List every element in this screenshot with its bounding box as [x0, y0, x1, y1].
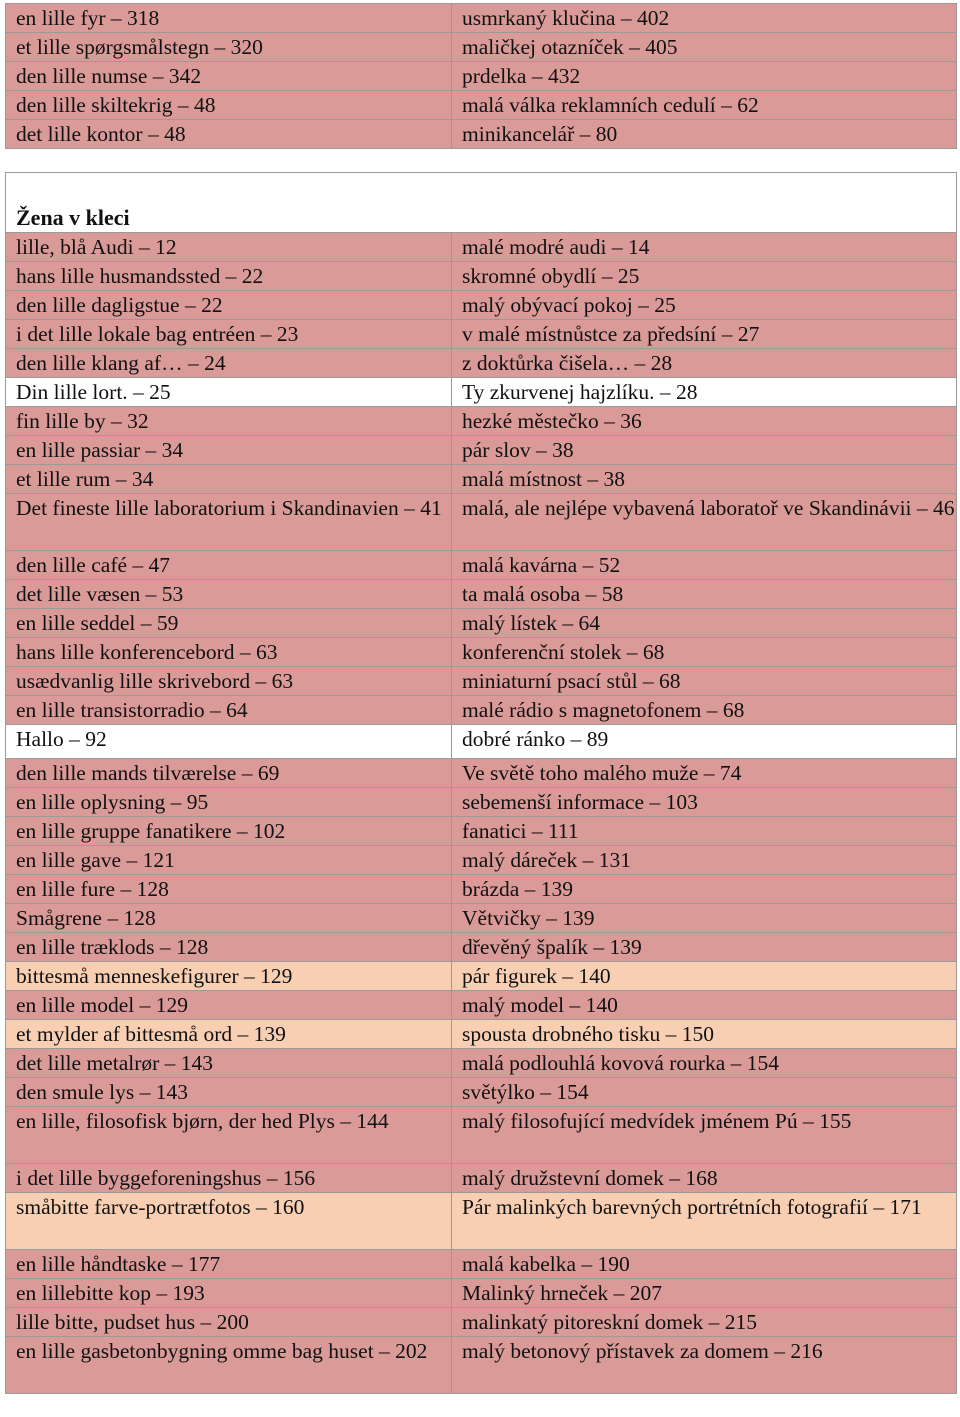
- czech-phrase-cell: malý obývací pokoj – 25: [452, 291, 957, 320]
- table-row: [6, 875, 957, 904]
- danish-phrase-cell: Hallo – 92: [6, 725, 452, 759]
- danish-phrase-cell: usædvanlig lille skrivebord – 63: [6, 667, 452, 696]
- czech-phrase-cell: malá kabelka – 190: [452, 1250, 957, 1279]
- danish-phrase-cell: hans lille konferencebord – 63: [6, 638, 452, 667]
- table-top: [5, 3, 957, 149]
- czech-phrase-cell: konferenční stolek – 68: [452, 638, 957, 667]
- table-main-body: [6, 173, 957, 1394]
- danish-phrase-cell: et lille spørgsmålstegn – 320: [6, 33, 452, 62]
- czech-phrase-cell: Pár malinkých barevných portrétních fotografií – 171: [452, 1193, 957, 1250]
- table-row: [6, 1337, 957, 1394]
- danish-phrase-cell: en lille gave – 121: [6, 846, 452, 875]
- czech-phrase-cell: dřevěný špalík – 139: [452, 933, 957, 962]
- danish-phrase-cell: en lille model – 129: [6, 991, 452, 1020]
- czech-phrase-cell: malý betonový přístavek za domem – 216: [452, 1337, 957, 1394]
- czech-phrase-cell: malý lístek – 64: [452, 609, 957, 638]
- table-row: [6, 667, 957, 696]
- danish-phrase-cell: den lille skiltekrig – 48: [6, 91, 452, 120]
- danish-phrase-cell: fin lille by – 32: [6, 407, 452, 436]
- danish-phrase-cell: en lille passiar – 34: [6, 436, 452, 465]
- danish-phrase-cell: en lille håndtaske – 177: [6, 1250, 452, 1279]
- czech-phrase-cell: fanatici – 111: [452, 817, 957, 846]
- czech-phrase-cell: spousta drobného tisku – 150: [452, 1020, 957, 1049]
- table-row: [6, 407, 957, 436]
- czech-phrase-cell: z doktůrka čišela… – 28: [452, 349, 957, 378]
- czech-phrase-cell: malá místnost – 38: [452, 465, 957, 494]
- czech-phrase-cell: světýlko – 154: [452, 1078, 957, 1107]
- table-row: [6, 1107, 957, 1164]
- danish-phrase-cell: i det lille lokale bag entréen – 23: [6, 320, 452, 349]
- table-row: [6, 725, 957, 759]
- table-row: [6, 120, 957, 149]
- czech-phrase-cell: Ty zkurvenej hajzlíku. – 28: [452, 378, 957, 407]
- section-title: Žena v kleci: [6, 173, 957, 233]
- czech-phrase-cell: malá kavárna – 52: [452, 551, 957, 580]
- danish-phrase-cell: en lille transistorradio – 64: [6, 696, 452, 725]
- czech-phrase-cell: sebemenší informace – 103: [452, 788, 957, 817]
- table-row: [6, 991, 957, 1020]
- table-top-body: [6, 4, 957, 149]
- danish-phrase-cell: i det lille byggeforeningshus – 156: [6, 1164, 452, 1193]
- danish-phrase-cell: den smule lys – 143: [6, 1078, 452, 1107]
- table-row: [6, 262, 957, 291]
- table-row: [6, 962, 957, 991]
- czech-phrase-cell: Větvičky – 139: [452, 904, 957, 933]
- table-row: [6, 436, 957, 465]
- table-row: [6, 1049, 957, 1078]
- czech-phrase-cell: malý model – 140: [452, 991, 957, 1020]
- czech-phrase-cell: malý družstevní domek – 168: [452, 1164, 957, 1193]
- czech-phrase-cell: pár figurek – 140: [452, 962, 957, 991]
- danish-phrase-cell: Smågrene – 128: [6, 904, 452, 933]
- czech-phrase-cell: malá, ale nejlépe vybavená laboratoř ve Skandinávii – 46: [452, 494, 957, 551]
- czech-phrase-cell: hezké městečko – 36: [452, 407, 957, 436]
- danish-phrase-cell: en lillebitte kop – 193: [6, 1279, 452, 1308]
- czech-phrase-cell: malé modré audi – 14: [452, 233, 957, 262]
- czech-phrase-cell: malý dáreček – 131: [452, 846, 957, 875]
- danish-phrase-cell: lille bitte, pudset hus – 200: [6, 1308, 452, 1337]
- danish-phrase-cell: det lille væsen – 53: [6, 580, 452, 609]
- table-row: [6, 609, 957, 638]
- czech-phrase-cell: minikancelář – 80: [452, 120, 957, 149]
- danish-phrase-cell: en lille oplysning – 95: [6, 788, 452, 817]
- table-row: [6, 1308, 957, 1337]
- table-row: [6, 62, 957, 91]
- section-title-row: [6, 173, 957, 233]
- danish-phrase-cell: et mylder af bittesmå ord – 139: [6, 1020, 452, 1049]
- table-row: [6, 933, 957, 962]
- danish-phrase-cell: bittesmå menneskefigurer – 129: [6, 962, 452, 991]
- czech-phrase-cell: ta malá osoba – 58: [452, 580, 957, 609]
- czech-phrase-cell: malá válka reklamních cedulí – 62: [452, 91, 957, 120]
- czech-phrase-cell: v malé místnůstce za předsíní – 27: [452, 320, 957, 349]
- danish-phrase-cell: den lille café – 47: [6, 551, 452, 580]
- table-row: [6, 291, 957, 320]
- table-row: [6, 4, 957, 33]
- czech-phrase-cell: maličkej otazníček – 405: [452, 33, 957, 62]
- czech-phrase-cell: miniaturní psací stůl – 68: [452, 667, 957, 696]
- danish-phrase-cell: den lille klang af… – 24: [6, 349, 452, 378]
- danish-phrase-cell: det lille kontor – 48: [6, 120, 452, 149]
- table-row: [6, 349, 957, 378]
- danish-phrase-cell: lille, blå Audi – 12: [6, 233, 452, 262]
- czech-phrase-cell: Ve světě toho malého muže – 74: [452, 759, 957, 788]
- table-row: [6, 696, 957, 725]
- danish-phrase-cell: det lille metalrør – 143: [6, 1049, 452, 1078]
- table-row: [6, 1193, 957, 1250]
- czech-phrase-cell: malá podlouhlá kovová rourka – 154: [452, 1049, 957, 1078]
- czech-phrase-cell: malinkatý pitoreskní domek – 215: [452, 1308, 957, 1337]
- danish-phrase-cell: den lille numse – 342: [6, 62, 452, 91]
- danish-phrase-cell: Det fineste lille laboratorium i Skandinavien – 41: [6, 494, 452, 551]
- danish-phrase-cell: et lille rum – 34: [6, 465, 452, 494]
- table-row: [6, 1078, 957, 1107]
- table-row: [6, 788, 957, 817]
- danish-phrase-cell: en lille fure – 128: [6, 875, 452, 904]
- table-row: [6, 846, 957, 875]
- table-row: [6, 1164, 957, 1193]
- danish-phrase-cell: en lille fyr – 318: [6, 4, 452, 33]
- table-row: [6, 551, 957, 580]
- danish-phrase-cell: en lille seddel – 59: [6, 609, 452, 638]
- table-row: [6, 233, 957, 262]
- table-row: [6, 1250, 957, 1279]
- czech-phrase-cell: Malinký hrneček – 207: [452, 1279, 957, 1308]
- table-row: [6, 320, 957, 349]
- table-row: [6, 33, 957, 62]
- czech-phrase-cell: pár slov – 38: [452, 436, 957, 465]
- danish-phrase-cell: en lille, filosofisk bjørn, der hed Plys – 144: [6, 1107, 452, 1164]
- czech-phrase-cell: malý filosofující medvídek jménem Pú – 155: [452, 1107, 957, 1164]
- danish-phrase-cell: Din lille lort. – 25: [6, 378, 452, 407]
- table-row: [6, 904, 957, 933]
- czech-phrase-cell: brázda – 139: [452, 875, 957, 904]
- table-row: [6, 1020, 957, 1049]
- table-row: [6, 580, 957, 609]
- table-row: [6, 1279, 957, 1308]
- danish-phrase-cell: en lille gasbetonbygning omme bag huset – 202: [6, 1337, 452, 1394]
- table-row: [6, 91, 957, 120]
- danish-phrase-cell: småbitte farve-portrætfotos – 160: [6, 1193, 452, 1250]
- czech-phrase-cell: usmrkaný klučina – 402: [452, 4, 957, 33]
- table-row: [6, 638, 957, 667]
- table-row: [6, 817, 957, 846]
- danish-phrase-cell: den lille dagligstue – 22: [6, 291, 452, 320]
- czech-phrase-cell: malé rádio s magnetofonem – 68: [452, 696, 957, 725]
- danish-phrase-cell: en lille gruppe fanatikere – 102: [6, 817, 452, 846]
- table-row: [6, 378, 957, 407]
- table-row: [6, 465, 957, 494]
- czech-phrase-cell: prdelka – 432: [452, 62, 957, 91]
- table-main: [5, 172, 957, 1394]
- table-row: [6, 494, 957, 551]
- danish-phrase-cell: en lille træklods – 128: [6, 933, 452, 962]
- danish-phrase-cell: hans lille husmandssted – 22: [6, 262, 452, 291]
- danish-phrase-cell: den lille mands tilværelse – 69: [6, 759, 452, 788]
- table-row: [6, 759, 957, 788]
- czech-phrase-cell: dobré ránko – 89: [452, 725, 957, 759]
- czech-phrase-cell: skromné obydlí – 25: [452, 262, 957, 291]
